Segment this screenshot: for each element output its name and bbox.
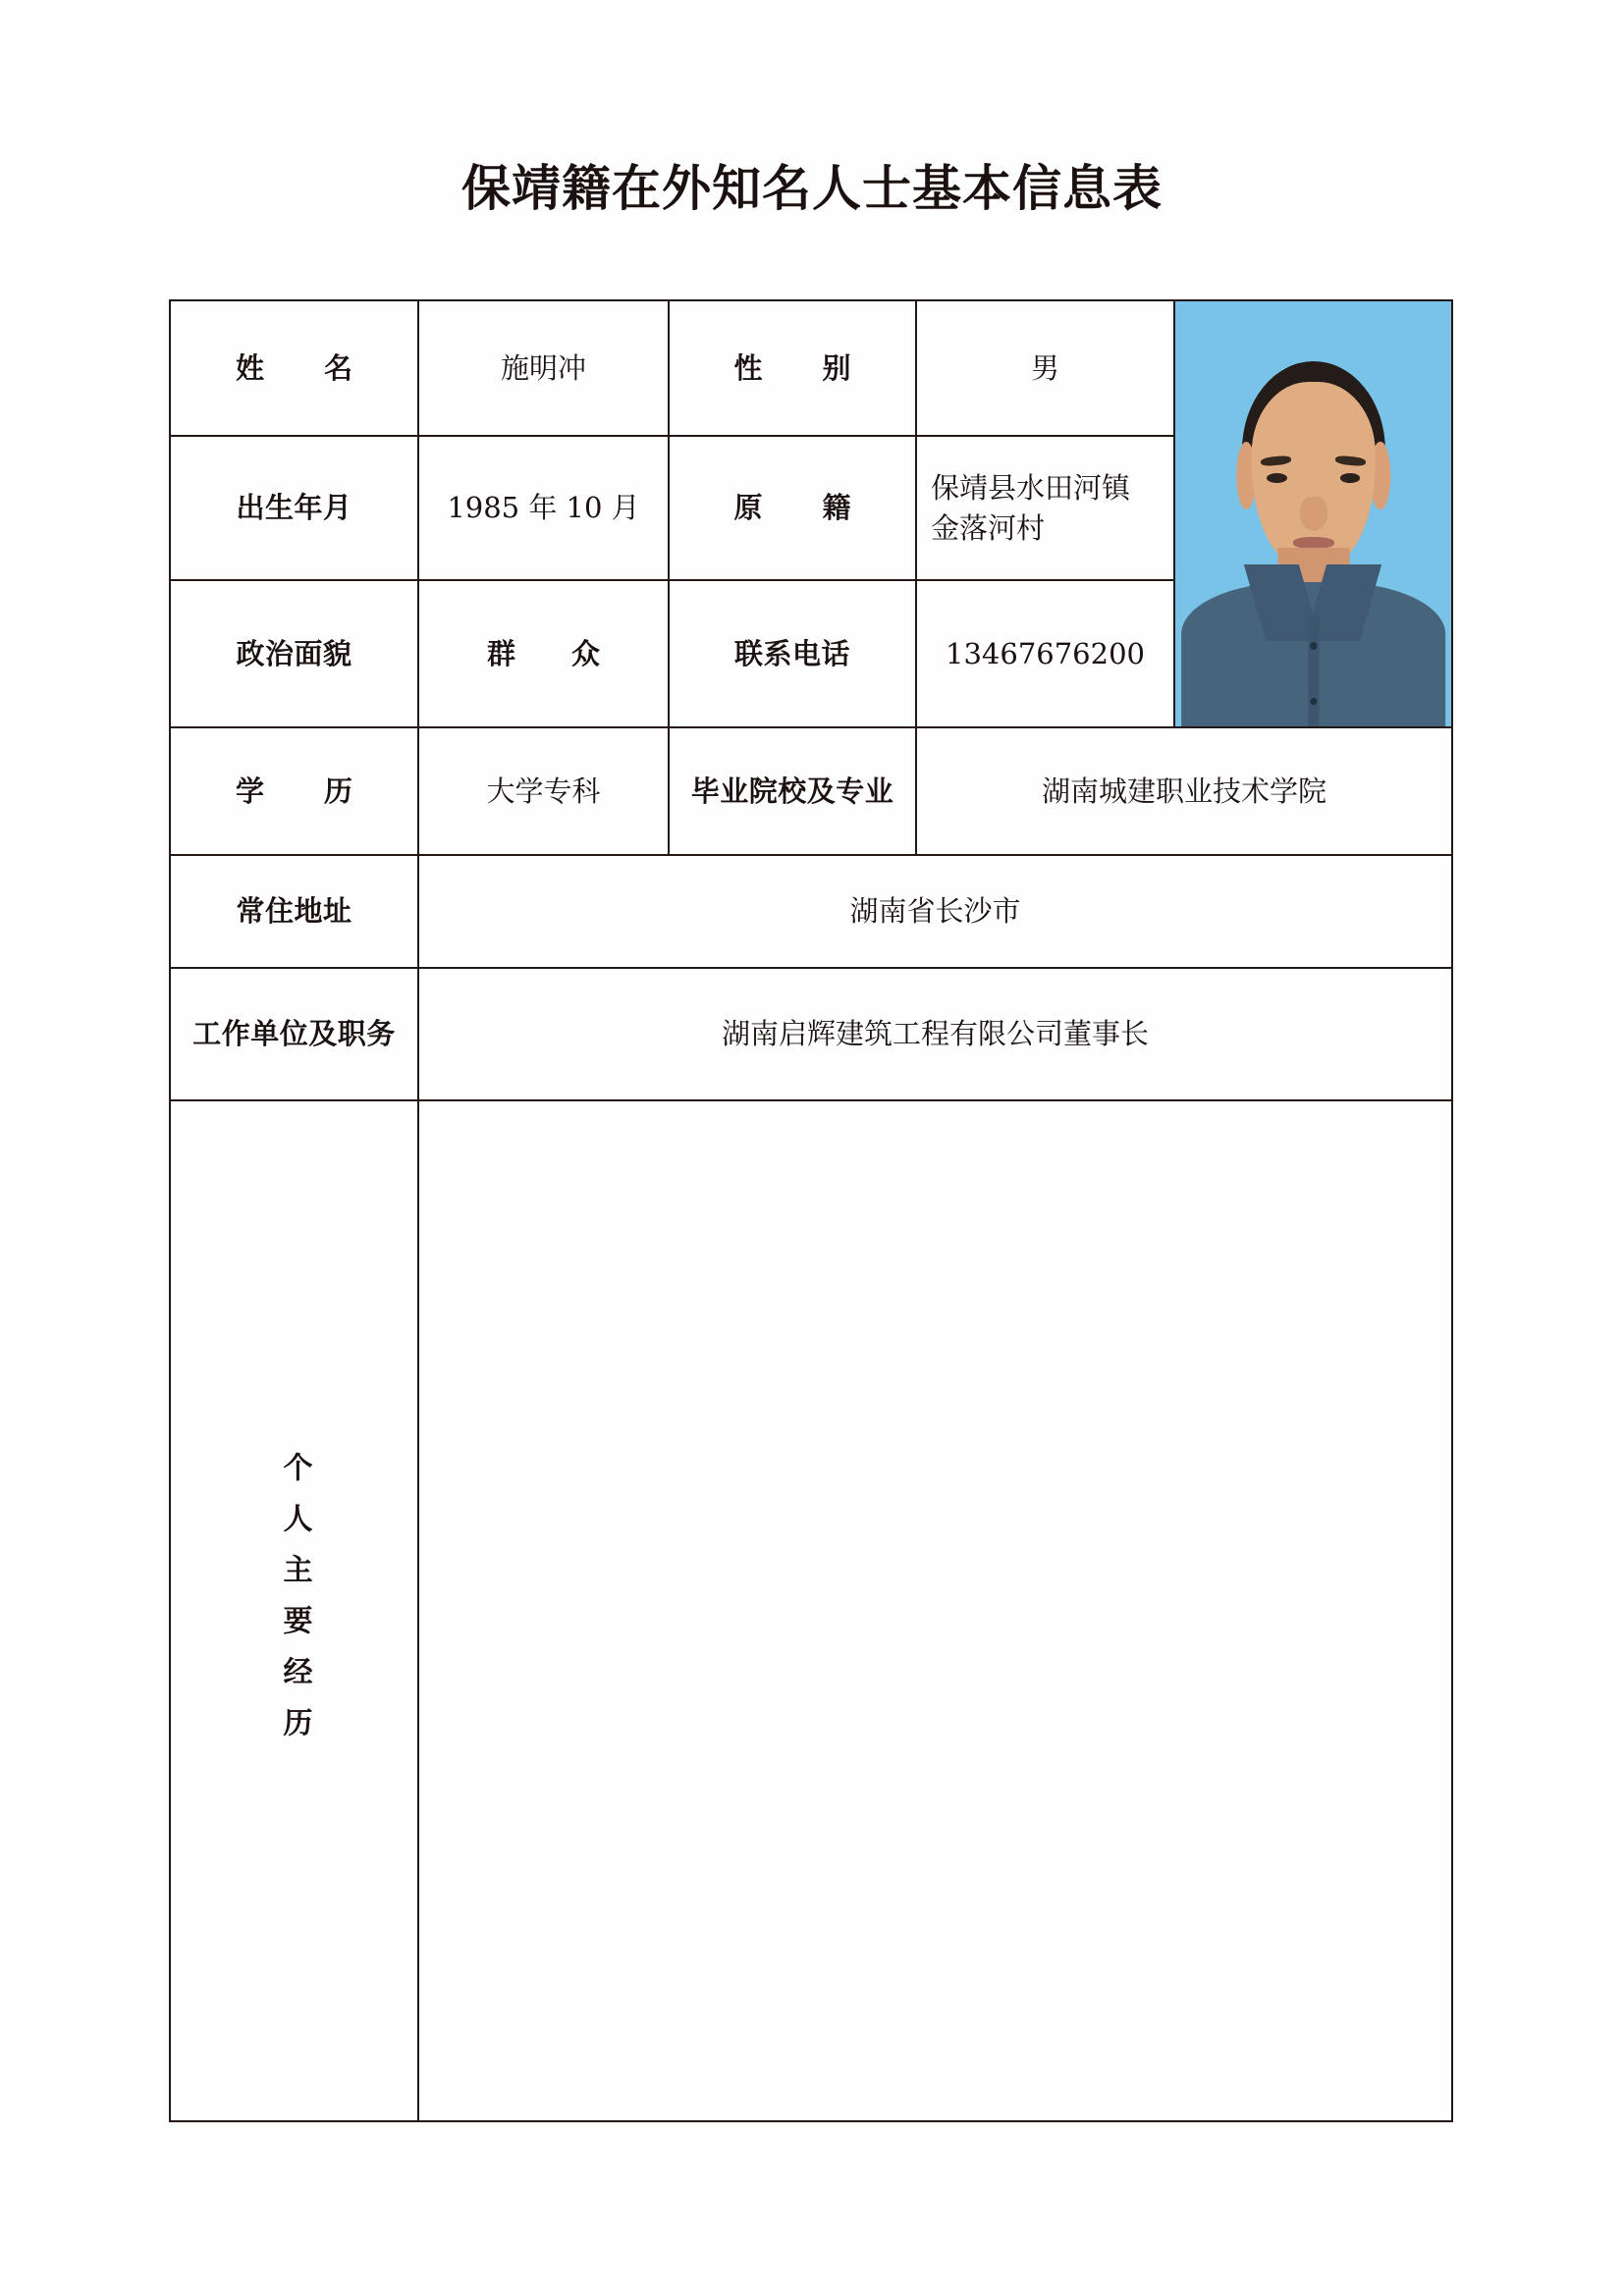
value-name: 施明冲 — [418, 300, 669, 436]
value-experience — [418, 1100, 1452, 2121]
portrait-button-lower — [1310, 698, 1317, 706]
portrait-photo — [1175, 301, 1451, 726]
value-birth: 1985 年 10 月 — [418, 436, 669, 580]
label-name: 姓 名 — [170, 300, 418, 436]
label-gender: 性 别 — [669, 300, 916, 436]
photo-cell — [1174, 300, 1452, 727]
value-education: 大学专科 — [418, 727, 669, 855]
page-title: 保靖籍在外知名人士基本信息表 — [461, 159, 1163, 217]
table-row-education — [170, 727, 1452, 855]
table-row-address — [170, 855, 1452, 968]
value-origin-line1: 保靖县水田河镇 — [931, 470, 1131, 505]
table-row-work-unit — [170, 968, 1452, 1100]
value-phone: 13467676200 — [916, 580, 1174, 727]
label-experience-cell — [170, 1100, 418, 2121]
value-work-unit-position: 湖南启辉建筑工程有限公司董事长 — [418, 968, 1452, 1100]
portrait-mouth — [1292, 537, 1333, 548]
value-school-major: 湖南城建职业技术学院 — [916, 727, 1452, 855]
label-political-status: 政治面貌 — [170, 580, 418, 727]
person-info-table — [169, 299, 1453, 2122]
label-phone: 联系电话 — [669, 580, 916, 727]
portrait-button-upper — [1310, 642, 1317, 650]
label-birth: 出生年月 — [170, 436, 418, 580]
label-education: 学 历 — [170, 727, 418, 855]
label-address: 常住地址 — [170, 855, 418, 968]
value-gender: 男 — [916, 300, 1174, 436]
value-origin-line2: 金落河村 — [931, 510, 1046, 545]
value-political-status: 群 众 — [418, 580, 669, 727]
label-work-unit-position: 工作单位及职务 — [170, 968, 418, 1100]
label-origin: 原 籍 — [669, 436, 916, 580]
label-school-major: 毕业院校及专业 — [669, 727, 916, 855]
label-experience: 个人主要经历 — [277, 1452, 312, 1759]
value-address: 湖南省长沙市 — [418, 855, 1452, 968]
value-origin — [916, 436, 1174, 580]
table-row-name — [170, 300, 1452, 436]
portrait-placket — [1308, 615, 1319, 726]
portrait-nose — [1299, 497, 1326, 531]
table-row-experience — [170, 1100, 1452, 2121]
